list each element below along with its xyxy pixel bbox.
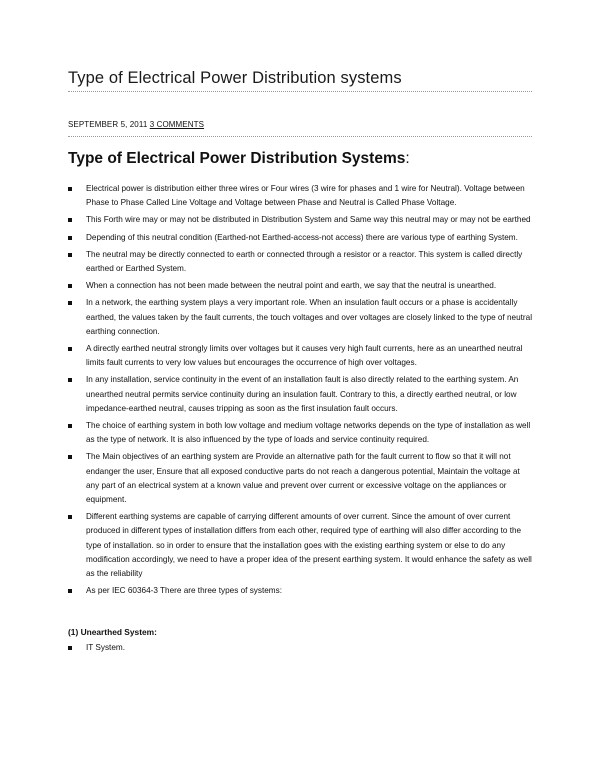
page-title: Type of Electrical Power Distribution systems — [68, 69, 402, 87]
bullet-list — [68, 182, 534, 601]
bullet-icon — [68, 284, 72, 288]
list-item-text: The Main objectives of an earthing system are Provide an alternative path for the fault current to flow so that it will not endanger the user, Ensure that all exposed conductive parts do not reach a dangerous potential, Maintain the voltage at any part of an electrical system at a known value and prevent over current or excessive voltage on the appliances or equipment. — [86, 452, 520, 505]
list-item — [68, 213, 534, 227]
list-item-text: Electrical power is distribution either three wires or Four wires (3 wire for phases and 1 wire for Neutral). Voltage between Phase to Phase Called Line Voltage and Voltage between Phase and Neutral is Called Phase Voltage. — [86, 184, 525, 208]
meta-divider — [68, 136, 532, 137]
sub-bullet-list — [68, 641, 534, 655]
list-item-text: As per IEC 60364-3 There are three types of systems: — [86, 586, 282, 596]
bullet-icon — [68, 187, 72, 191]
post-date: SEPTEMBER 5, 2011 — [68, 120, 148, 129]
list-item — [68, 450, 534, 507]
article-heading — [68, 150, 410, 168]
list-item — [68, 296, 534, 339]
list-item-text: IT System. — [86, 643, 125, 652]
list-item — [68, 419, 534, 447]
bullet-icon — [68, 218, 72, 222]
post-meta — [68, 120, 204, 129]
list-item-text: In any installation, service continuity in the event of an installation fault is also directly related to the earthing system. An unearthed neutral permits service continuity during an insulation fault. Contrary to this, a directly earthed neutral, or low impedance-earthed neutral, causes tripping as soon as the first insulation fault occurs. — [86, 375, 519, 413]
list-item-text: When a connection has not been made between the neutral point and earth, we say that the neutral is unearthed. — [86, 281, 497, 291]
bullet-icon — [68, 455, 72, 459]
list-item-text: This Forth wire may or may not be distributed in Distribution System and Same way this neutral may or may not be earthed — [86, 215, 531, 225]
comments-link[interactable]: 3 COMMENTS — [149, 120, 205, 129]
list-item-text: In a network, the earthing system plays a very important role. When an insulation fault occurs or a phase is accidentally earthed, the values taken by the fault currents, the touch voltages and over voltages are closely linked to the type of neutral earthing connection. — [86, 298, 533, 336]
bullet-icon — [68, 236, 72, 240]
bullet-icon — [68, 589, 72, 593]
list-item — [68, 279, 534, 293]
list-item — [68, 510, 534, 581]
list-item — [68, 584, 534, 598]
bullet-icon — [68, 378, 72, 382]
article-heading-text: Type of Electrical Power Distribution Systems — [68, 150, 406, 167]
bullet-icon — [68, 646, 72, 650]
list-item — [68, 231, 534, 245]
list-item-text: A directly earthed neutral strongly limits over voltages but it causes very high fault currents, here as an unearthed neutral limits fault currents to very low values but encourages the occurrence of high over voltages. — [86, 344, 523, 368]
list-item — [68, 373, 534, 416]
bullet-icon — [68, 347, 72, 351]
sub-heading: (1) Unearthed System: — [68, 627, 157, 637]
bullet-icon — [68, 301, 72, 305]
list-item — [68, 641, 534, 655]
bullet-icon — [68, 424, 72, 428]
list-item-text: Different earthing systems are capable of carrying different amounts of over current. Since the amount of over current produced in different types of installation differs from each other, required type of earthing will also differ according to the type of installation. so in order to ensure that the installation goes with the existing earthing system or else to do any modification accordingly, we need to have a proper idea of the present earthing system. It would enhance the safety as well as the reliability — [86, 512, 532, 579]
list-item — [68, 182, 534, 210]
heading-colon: : — [405, 150, 410, 167]
list-item-text: Depending of this neutral condition (Earthed-not Earthed-access-not access) there are various type of earthing System. — [86, 232, 518, 242]
list-item — [68, 342, 534, 370]
bullet-icon — [68, 253, 72, 257]
list-item — [68, 248, 534, 276]
bullet-icon — [68, 515, 72, 519]
list-item-text: The choice of earthing system in both low voltage and medium voltage networks depends on the type of installation as well as the type of network. It is also influenced by the type of loads and service continuity required. — [86, 421, 531, 445]
title-divider — [68, 91, 532, 92]
list-item-text: The neutral may be directly connected to earth or connected through a resistor or a reactor. This system is called directly earthed or Earthed System. — [86, 249, 523, 274]
